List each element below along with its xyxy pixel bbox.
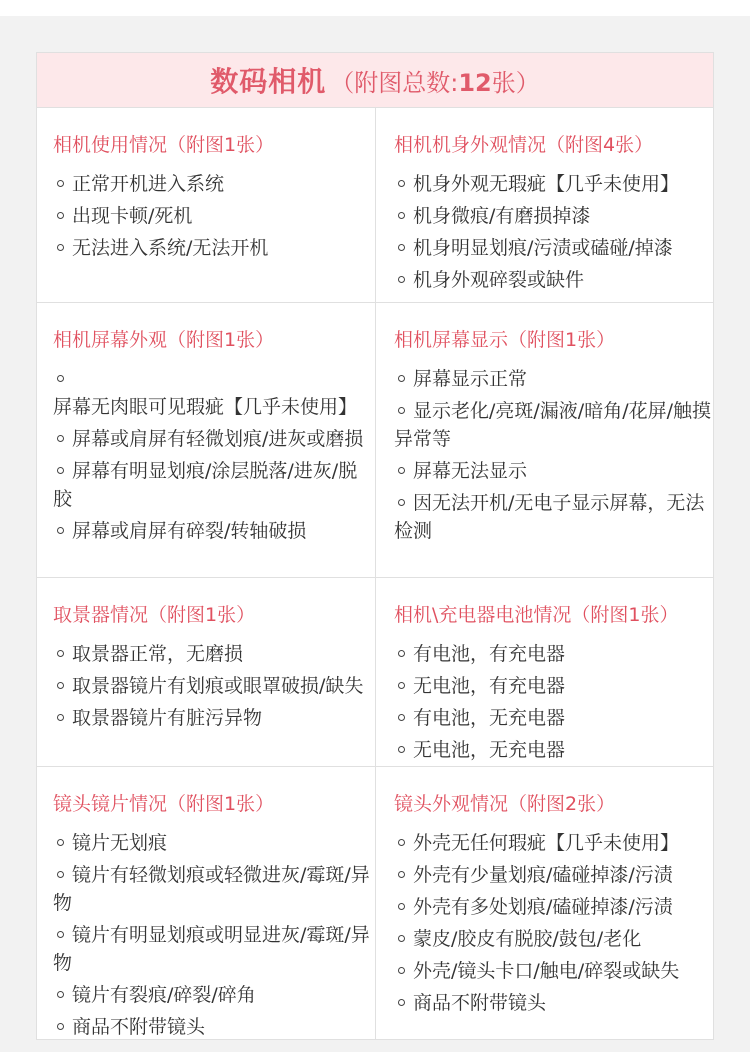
section-title: 镜头外观情况（附图2张） <box>394 793 616 815</box>
option-item[interactable] <box>53 234 375 262</box>
circle-bullet-icon <box>57 682 64 689</box>
circle-bullet-icon <box>57 180 64 187</box>
option-label: 取景器镜片有脏污异物 <box>72 707 263 729</box>
option-item[interactable] <box>394 861 714 889</box>
option-label: 屏幕或肩屏有轻微划痕/进灰或磨损 <box>72 428 364 450</box>
option-item[interactable] <box>53 365 375 421</box>
circle-bullet-icon <box>57 931 64 938</box>
option-item[interactable] <box>394 957 714 985</box>
section-screen-display <box>376 303 714 578</box>
option-label: 外壳/镜头卡口/触电/碎裂或缺失 <box>413 960 680 982</box>
section-body-appearance <box>376 108 714 303</box>
section-lens-glass <box>37 767 376 1039</box>
option-item[interactable] <box>394 397 714 453</box>
circle-bullet-icon <box>398 999 405 1006</box>
option-label: 机身外观碎裂或缺件 <box>413 269 585 291</box>
circle-bullet-icon <box>57 212 64 219</box>
option-item[interactable] <box>394 266 714 294</box>
option-label: 出现卡顿/死机 <box>72 205 193 227</box>
option-item[interactable] <box>394 202 714 230</box>
option-label: 镜片有明显划痕或明显进灰/霉斑/异物 <box>53 924 370 974</box>
option-label: 屏幕显示正常 <box>413 368 528 390</box>
circle-bullet-icon <box>398 871 405 878</box>
option-label: 机身微痕/有磨损掉漆 <box>413 205 591 227</box>
option-item[interactable] <box>53 457 375 513</box>
option-list <box>394 640 714 764</box>
option-label: 无电池，有充电器 <box>413 675 566 697</box>
section-screen-appearance <box>37 303 376 578</box>
option-item[interactable] <box>394 170 714 198</box>
circle-bullet-icon <box>57 467 64 474</box>
option-label: 镜片无划痕 <box>72 832 168 854</box>
option-item[interactable] <box>53 704 375 732</box>
section-title: 相机\充电器电池情况（附图1张） <box>394 604 679 626</box>
option-item[interactable] <box>53 517 375 545</box>
option-label: 取景器镜片有划痕或眼罩破损/缺失 <box>72 675 364 697</box>
option-label: 商品不附带镜头 <box>72 1016 206 1038</box>
circle-bullet-icon <box>57 839 64 846</box>
option-item[interactable] <box>53 1013 375 1039</box>
circle-bullet-icon <box>398 746 405 753</box>
option-list <box>53 170 375 262</box>
option-item[interactable] <box>394 925 714 953</box>
option-item[interactable] <box>394 640 714 668</box>
section-title: 镜头镜片情况（附图1张） <box>53 793 275 815</box>
circle-bullet-icon <box>398 935 405 942</box>
option-label: 有电池，无充电器 <box>413 707 566 729</box>
circle-bullet-icon <box>57 1023 64 1030</box>
circle-bullet-icon <box>398 407 405 414</box>
circle-bullet-icon <box>398 180 405 187</box>
option-list <box>53 829 375 1039</box>
option-label: 镜片有裂痕/碎裂/碎角 <box>72 984 256 1006</box>
option-item[interactable] <box>394 672 714 700</box>
circle-bullet-icon <box>57 714 64 721</box>
option-item[interactable] <box>53 202 375 230</box>
circle-bullet-icon <box>398 682 405 689</box>
subtitle-suffix: 张） <box>491 68 540 97</box>
circle-bullet-icon <box>398 499 405 506</box>
circle-bullet-icon <box>57 244 64 251</box>
option-label: 屏幕或肩屏有碎裂/转轴破损 <box>72 520 307 542</box>
option-list <box>53 365 375 545</box>
option-list <box>394 365 714 545</box>
circle-bullet-icon <box>57 527 64 534</box>
circle-bullet-icon <box>398 714 405 721</box>
section-title: 取景器情况（附图1张） <box>53 604 256 626</box>
section-lens-appearance <box>376 767 714 1039</box>
option-item[interactable] <box>394 234 714 262</box>
option-label: 无电池，无充电器 <box>413 739 566 761</box>
option-label: 无法进入系统/无法开机 <box>72 237 269 259</box>
circle-bullet-icon <box>398 839 405 846</box>
section-title: 相机机身外观情况（附图4张） <box>394 134 654 156</box>
option-item[interactable] <box>394 736 714 764</box>
circle-bullet-icon <box>398 276 405 283</box>
subtitle-prefix: （附图总数: <box>330 68 459 97</box>
option-item[interactable] <box>53 921 375 977</box>
option-list <box>394 170 714 294</box>
option-label: 外壳无任何瑕疵【几乎未使用】 <box>413 832 680 854</box>
top-strip <box>0 0 750 16</box>
total-count: 12 <box>458 68 492 97</box>
option-label: 外壳有少量划痕/磕碰掉漆/污渍 <box>413 864 673 886</box>
card-header <box>37 53 713 108</box>
option-label: 商品不附带镜头 <box>413 992 547 1014</box>
option-item[interactable] <box>394 365 714 393</box>
option-label: 屏幕无肉眼可见瑕疵【几乎未使用】 <box>53 396 358 418</box>
option-item[interactable] <box>53 640 375 668</box>
section-camera-usage <box>37 108 376 303</box>
option-label: 取景器正常，无磨损 <box>72 643 244 665</box>
option-label: 蒙皮/胶皮有脱胶/鼓包/老化 <box>413 928 642 950</box>
section-viewfinder <box>37 578 376 767</box>
option-item[interactable] <box>53 672 375 700</box>
option-item[interactable] <box>394 989 714 1017</box>
option-item[interactable] <box>394 893 714 921</box>
circle-bullet-icon <box>398 650 405 657</box>
option-item[interactable] <box>394 489 714 545</box>
option-label: 机身外观无瑕疵【几乎未使用】 <box>413 173 680 195</box>
option-label: 屏幕无法显示 <box>413 460 528 482</box>
section-charger-battery <box>376 578 714 767</box>
circle-bullet-icon <box>57 650 64 657</box>
circle-bullet-icon <box>398 967 405 974</box>
option-list <box>53 640 375 732</box>
condition-card <box>36 52 714 1040</box>
circle-bullet-icon <box>398 212 405 219</box>
option-label: 因无法开机/无电子显示屏幕，无法检测 <box>394 492 705 542</box>
option-item[interactable] <box>53 170 375 198</box>
option-label: 有电池，有充电器 <box>413 643 566 665</box>
circle-bullet-icon <box>398 903 405 910</box>
option-label: 外壳有多处划痕/磕碰掉漆/污渍 <box>413 896 673 918</box>
circle-bullet-icon <box>57 871 64 878</box>
option-item[interactable] <box>394 704 714 732</box>
option-label: 机身明显划痕/污渍或磕碰/掉漆 <box>413 237 673 259</box>
option-label: 镜片有轻微划痕或轻微进灰/霉斑/异物 <box>53 864 370 914</box>
card-title: 数码相机 <box>210 65 327 98</box>
circle-bullet-icon <box>57 375 64 382</box>
circle-bullet-icon <box>398 375 405 382</box>
card-subtitle <box>330 63 540 98</box>
option-item[interactable] <box>394 457 714 485</box>
circle-bullet-icon <box>57 991 64 998</box>
option-item[interactable] <box>394 829 714 857</box>
section-title: 相机屏幕外观（附图1张） <box>53 329 275 351</box>
option-item[interactable] <box>53 829 375 857</box>
section-title: 相机使用情况（附图1张） <box>53 134 275 156</box>
circle-bullet-icon <box>398 467 405 474</box>
option-label: 屏幕有明显划痕/涂层脱落/进灰/脱胶 <box>53 460 358 510</box>
option-item[interactable] <box>53 861 375 917</box>
circle-bullet-icon <box>57 435 64 442</box>
option-list <box>394 829 714 1017</box>
circle-bullet-icon <box>398 244 405 251</box>
section-title: 相机屏幕显示（附图1张） <box>394 329 616 351</box>
option-item[interactable] <box>53 981 375 1009</box>
option-label: 正常开机进入系统 <box>72 173 225 195</box>
option-label: 显示老化/亮斑/漏液/暗角/花屏/触摸异常等 <box>394 400 712 450</box>
option-item[interactable] <box>53 425 375 453</box>
section-grid <box>37 108 713 1039</box>
